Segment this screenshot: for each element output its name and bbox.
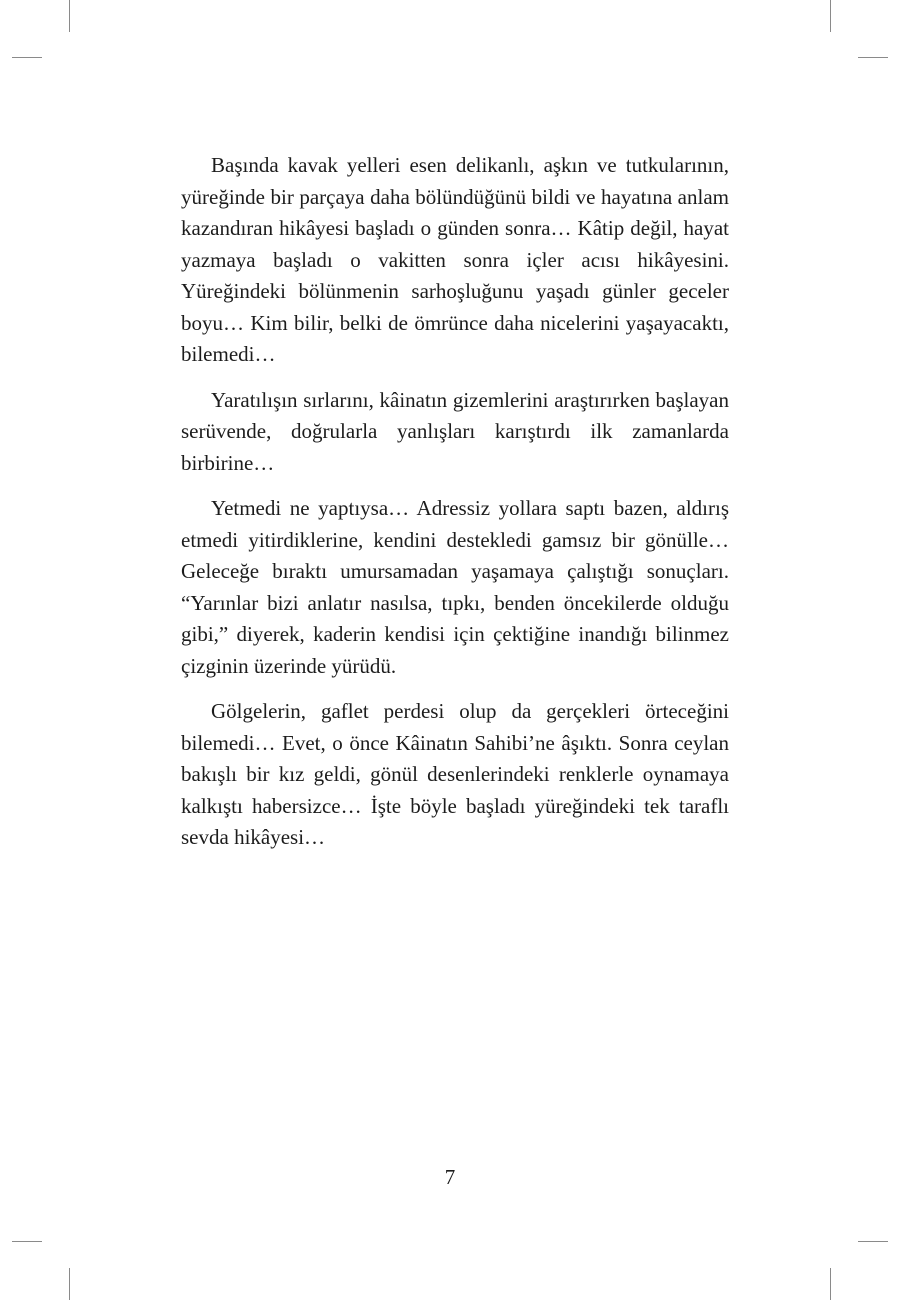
- paragraph-1: Başında kavak yelleri esen delikanlı, aşkın ve tutkularının, yüreğinde bir parçaya daha bölündüğünü bildi ve hayatına anlam kazandıran hikâyesi başladı o günden sonra… Kâtip değil, hayat yazmaya başladı o vakitten sonra içler acısı hikâyesini. Yüreğindeki bölünmenin sarhoşluğunu yaşadı günler geceler boyu… Kim bilir, belki de ömrünce daha nicelerini yaşayacaktı, bilemedi…: [181, 153, 729, 366]
- paragraph-3: Yetmedi ne yaptıysa… Adressiz yollara saptı bazen, aldırış etmedi yitirdiklerine, kendini destekledi gamsız bir gönülle… Geleceğe bıraktı umursamadan yaşamaya çalıştığı sonuçları. “Yarınlar bizi anlatır nasılsa, tıpkı, benden öncekilerde olduğu gibi,” diyerek, kaderin kendisi için çektiğine inandığı bilinmez çizginin üzerinde yürüdü.: [181, 496, 729, 678]
- paragraph-2: Yaratılışın sırlarını, kâinatın gizemlerini araştırırken başlayan serüvende, doğrularla yanlışları karıştırdı ilk zamanlarda birbirine…: [181, 387, 729, 475]
- crop-mark-top-left-vertical: [69, 0, 70, 32]
- crop-mark-top-right-vertical: [830, 0, 831, 32]
- crop-mark-bottom-left-vertical: [69, 1268, 70, 1300]
- paragraph-4: Gölgelerin, gaflet perdesi olup da gerçekleri örteceğini bilemedi… Evet, o önce Kâinatın Sahibi’ne âşıktı. Sonra ceylan bakışlı bir kız geldi, gönül desenlerindeki renklerle oynamaya kalkıştı habersizce… İşte böyle başladı yüreğindeki tek taraflı sevda hikâyesi…: [181, 699, 729, 849]
- crop-mark-bottom-right-vertical: [830, 1268, 831, 1300]
- crop-mark-top-left-horizontal: [12, 57, 42, 58]
- crop-mark-bottom-left-horizontal: [12, 1241, 42, 1242]
- crop-mark-top-right-horizontal: [858, 57, 888, 58]
- body-text: [181, 150, 729, 868]
- page-number: 7: [444, 1165, 456, 1189]
- crop-mark-bottom-right-horizontal: [858, 1241, 888, 1242]
